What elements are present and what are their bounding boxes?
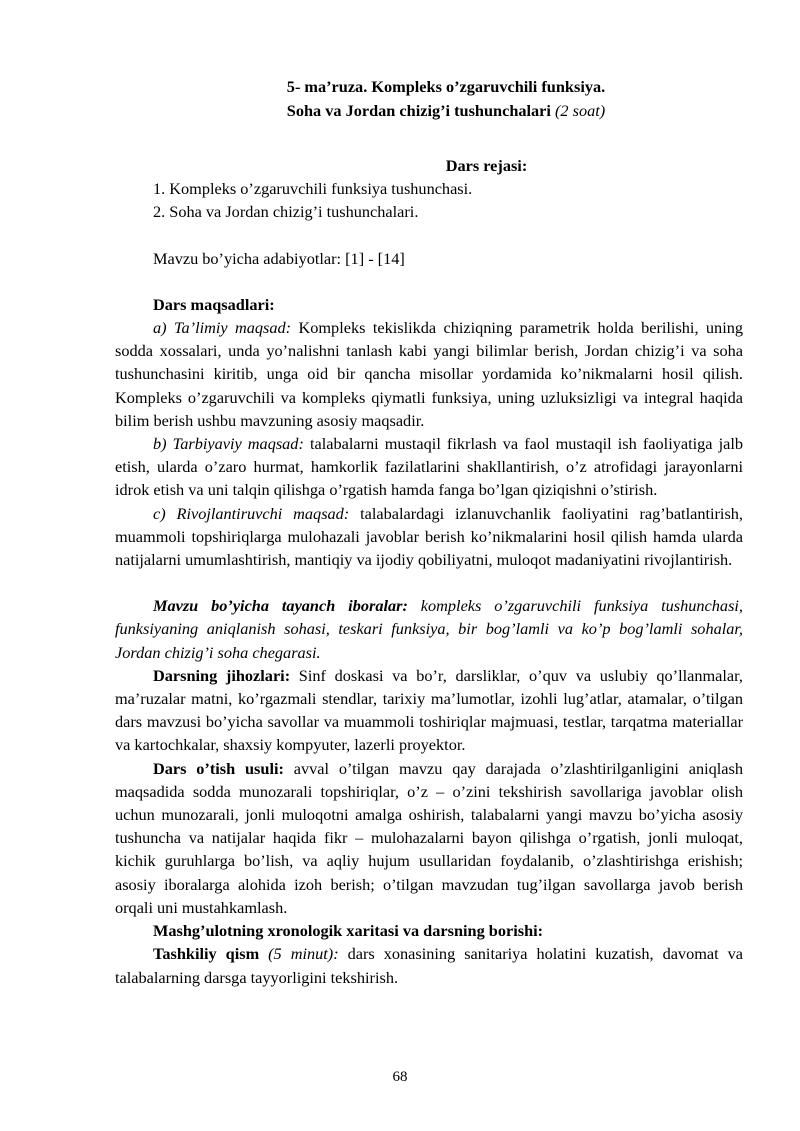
goals-heading: Dars maqsadlari: [153,294,275,314]
lecture-body [115,142,743,989]
lecture-title [0,75,800,123]
goal-a-text: Kompleks tekislikda chiziqning parametrik holda berilishi, uning sodda xossalari, unda yo’nalishni tanlash kabi yangi bilimlar berish, Jordan chizig’i va soha tushunchasini kiritib, unga oid bir qancha misollar yordamida ko’nikmalarni hosil qilish. Kompleks o’zgaruvchili va kompleks qiymatli funksiya, uning uzluksizligi va integral haqida bilim berish ushbu mavzuning asosiy maqsadir. [115,318,744,430]
plan-heading: Dars rejasi: [445,156,528,175]
equipment-label: Darsning jihozlari: [153,665,291,685]
title-duration: (2 soat) [555,101,606,120]
goal-a-label: a) Ta’limiy maqsad: [153,318,292,338]
organizational-text: dars xonasining sanitariya holatini kuzatish, davomat va talabalarning darsga tayyorligini tekshirish. [115,944,743,987]
goal-educational [115,316,743,432]
chronology-heading: Mashg’ulotning xronologik xaritasi va darsning borishi: [153,921,544,941]
goal-b-label: b) Tarbiyaviy maqsad: [153,434,304,454]
goal-c-text: talabalardagi izlanuvchanlik faoliyatini rag’batlantirish, muammoli topshiriqlarga mulohazali javoblar berish ko’nikmalarini hosil qilish hamda ularda natijalarni umumlashtirish, mantiqiy va ijodiy qobiliyatni, muloqot madaniyatini rivojlantirish. [115,503,743,570]
goal-b-text: talabalarni mustaqil fikrlash va faol mustaqil ish faoliyatiga jalb etish, ularda o’zaro hurmat, hamkorlik fazilatlarini shakllantirish, o’z atrofidagi jarayonlarni idrok etish va uni talqin qilishga o’rgatish hamda fanga bo’lgan qiziqishni o’stirish. [115,434,744,500]
goal-c-label: c) Rivojlantiruvchi maqsad: [153,503,350,523]
method-paragraph [115,757,743,919]
organizational-time: (5 minut): [259,944,339,964]
organizational-label: Tashkiliy qism [153,944,260,964]
title-line-2 [0,99,800,123]
plan-item-2: 2. Soha va Jordan chizig’i tushunchalari. [153,202,419,222]
title-line-1: 5- ma’ruza. Kompleks o’zgaruvchili funksiya. [286,77,606,96]
literature-line: Mavzu bo’yicha adabiyotlar: [1] - [14] [153,248,405,268]
method-label: Dars o’tish usuli: [153,758,284,778]
organizational-paragraph [115,942,743,988]
keywords-label: Mavzu bo’yicha tayanch iboralar: [153,596,408,616]
goal-developmental [115,502,743,572]
equipment-text: Sinf doskasi va bo’r, darsliklar, o’quv va uslubiy qo’llanmalar, ma’ruzalar matni, ko’rgazmali stendlar, tarixiy ma’lumotlar, izohli lug’atlar, atamalar, o’tilgan dars mavzusi bo’yicha savollar va muammoli toshiriqlar majmuasi, testlar, tarqatma materiallar va kartochkalar, shaxsiy kompyuter, lazerli proyektor. [115,665,743,755]
keywords-paragraph [115,594,743,664]
title-topic: Soha va Jordan chizig’i tushunchalari [286,101,551,120]
keywords-text: kompleks o’zgaruvchili funksiya tushunchasi, funksiyaning aniqlanish sohasi, teskari funksiya, bir bog’lamli va ko’p bog’lamli sohalar, Jordan chizig’i soha chegarasi. [115,596,743,662]
equipment-paragraph [115,664,743,757]
plan-item-1: 1. Kompleks o’zgaruvchili funksiya tushunchasi. [153,179,473,199]
goal-upbringing [115,432,743,502]
page-number: 68 [392,1069,408,1085]
method-text: avval o’tilgan mavzu qay darajada o’zlashtirilganligini aniqlash maqsadida sodda munozarali topshiriqlar, o’z – o’zini tekshirish savollariga javoblar olish uchun munozarali, jonli muloqotni amalga oshirish, talabalarni yangi mavzu bo’yicha asosiy tushuncha va natijalar haqida fikr – mulohazalarni bayon qilishga o’rgatish, jonli muloqat, kichik guruhlarga bo’lish, va aqliy hujum usullaridan foydalanib, o’zlashtirishga erishish; asosiy iboralarga alohida izoh berish; o’tilgan mavzudan tug’ilgan savollarga javob berish orqali uni mustahkamlash. [115,758,743,917]
